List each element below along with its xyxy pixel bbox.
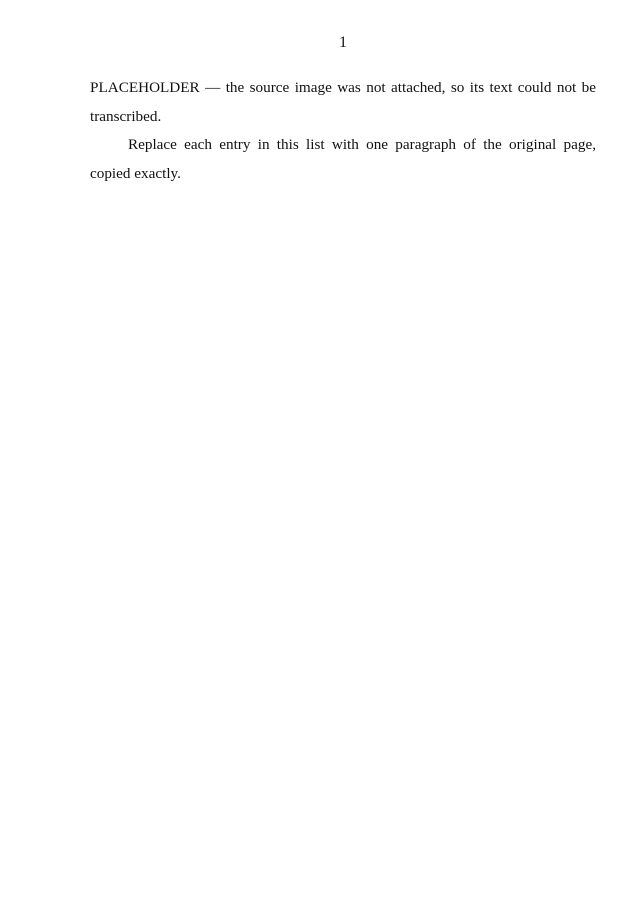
paragraph: Replace each entry in this list with one paragraph of the original page, copied exactly. [90,136,596,182]
paragraph: PLACEHOLDER — the source image was not attached, so its text could not be transcribed. [90,79,596,125]
page-number: 1 [339,34,347,51]
